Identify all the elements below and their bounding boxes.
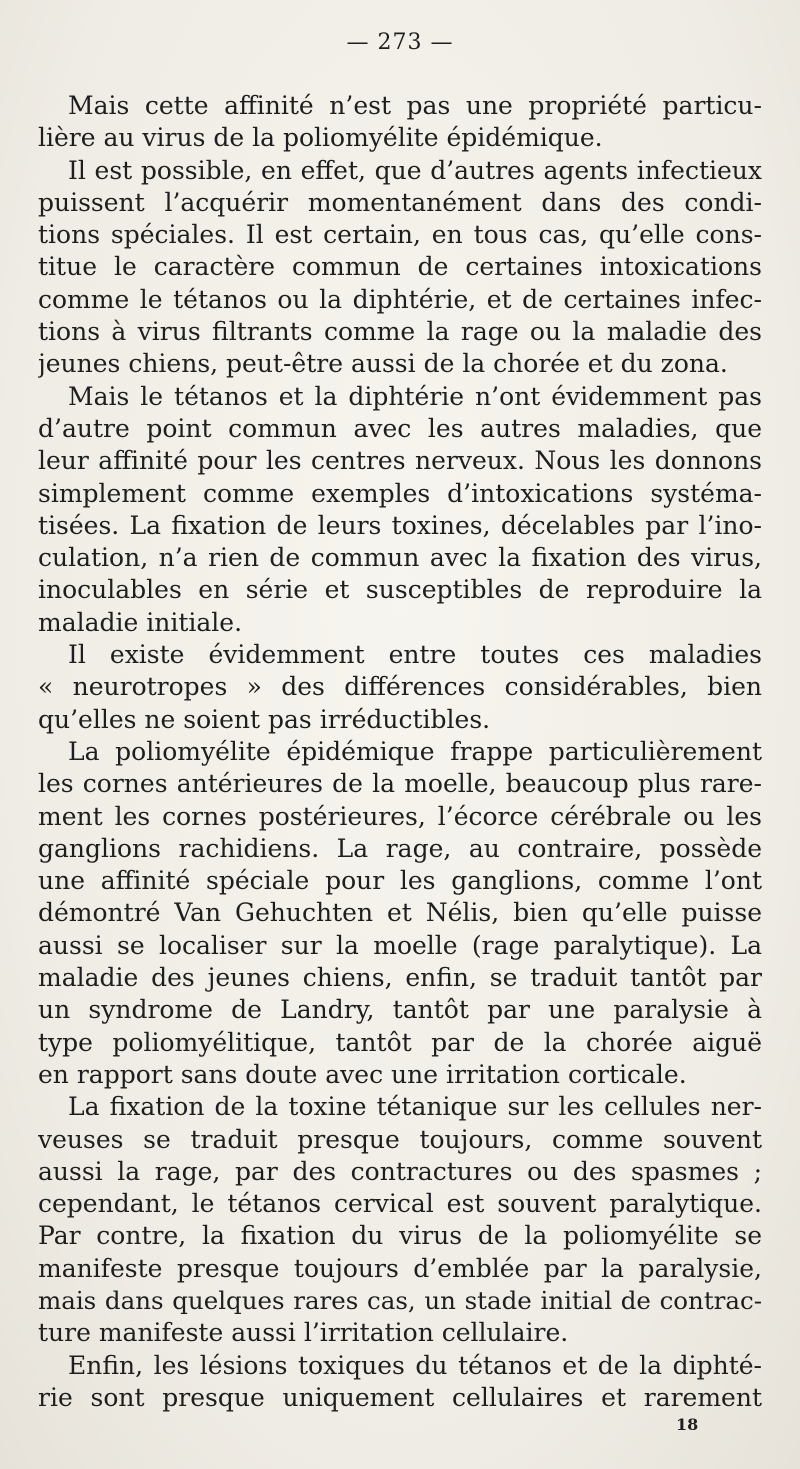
text-line: une affinité spéciale pour les ganglions, comme l’ont: [38, 866, 762, 896]
body-text: [38, 90, 762, 1414]
text-line: démontré Van Gehuchten et Nélis, bien qu’elle puisse: [38, 898, 762, 928]
text-line: cependant, le tétanos cervical est souvent paralytique.: [38, 1189, 762, 1219]
text-line: La poliomyélite épidémique frappe particulièrement: [68, 736, 762, 766]
text-line: « neurotropes » des différences considérables, bien: [38, 672, 762, 702]
text-line: maladie des jeunes chiens, enfin, se traduit tantôt par: [38, 963, 762, 993]
text-line: tisées. La fixation de leurs toxines, décelables par l’ino-: [38, 510, 762, 540]
text-line: lière au virus de la poliomyélite épidémique.: [38, 123, 603, 153]
text-line: type poliomyélitique, tantôt par de la chorée aiguë: [38, 1027, 762, 1057]
text-line: en rapport sans doute avec une irritation corticale.: [38, 1059, 687, 1089]
text-line: Mais le tétanos et la diphtérie n’ont évidemment pas: [68, 381, 762, 411]
text-line: mais dans quelques rares cas, un stade initial de contrac-: [38, 1285, 762, 1315]
text-line: un syndrome de Landry, tantôt par une paralysie à: [38, 995, 762, 1025]
text-line: aussi se localiser sur la moelle (rage paralytique). La: [38, 930, 762, 960]
text-line: qu’elles ne soient pas irréductibles.: [38, 704, 491, 734]
text-line: Il est possible, en effet, que d’autres agents infectieux: [68, 155, 762, 185]
text-line: simplement comme exemples d’intoxications systéma-: [38, 478, 762, 508]
text-line: tions spéciales. Il est certain, en tous cas, qu’elle cons-: [38, 220, 762, 250]
text-line: Il existe évidemment entre toutes ces maladies: [68, 640, 762, 670]
signature-mark: 18: [676, 1415, 699, 1434]
text-line: comme le tétanos ou la diphtérie, et de certaines infec-: [38, 284, 762, 314]
text-line: manifeste presque toujours d’emblée par la paralysie,: [38, 1253, 762, 1283]
text-line: d’autre point commun avec les autres maladies, que: [38, 413, 762, 443]
text-line: veuses se traduit presque toujours, comme souvent: [38, 1124, 762, 1154]
text-line: tions à virus filtrants comme la rage ou la maladie des: [38, 317, 762, 347]
text-line: Par contre, la fixation du virus de la poliomyélite se: [38, 1221, 762, 1251]
text-line: puissent l’acquérir momentanément dans des condi-: [38, 187, 762, 217]
text-line: aussi la rage, par des contractures ou des spasmes ;: [38, 1156, 762, 1186]
text-line: leur affinité pour les centres nerveux. Nous les donnons: [38, 446, 762, 476]
text-line: La fixation de la toxine tétanique sur les cellules ner-: [68, 1092, 762, 1122]
text-line: jeunes chiens, peut-être aussi de la chorée et du zona.: [38, 349, 728, 379]
text-line: ganglions rachidiens. La rage, au contraire, possède: [38, 833, 762, 863]
text-line: titue le caractère commun de certaines intoxications: [38, 252, 762, 282]
text-line: maladie initiale.: [38, 607, 243, 637]
text-line: culation, n’a rien de commun avec la fixation des virus,: [38, 543, 762, 573]
text-line: Mais cette affinité n’est pas une propriété particu-: [68, 91, 762, 120]
text-line: ment les cornes postérieures, l’écorce cérébrale ou les: [38, 801, 762, 831]
text-line: Enfin, les lésions toxiques du tétanos et de la diphté-: [68, 1350, 762, 1380]
text-line: les cornes antérieures de la moelle, beaucoup plus rare-: [38, 769, 762, 799]
text-line: ture manifeste aussi l’irritation cellulaire.: [38, 1318, 569, 1348]
text-line: rie sont presque uniquement cellulaires et rarement: [38, 1382, 762, 1412]
text-line: inoculables en série et susceptibles de reproduire la: [38, 575, 762, 605]
page-number: — 273 —: [346, 30, 454, 55]
